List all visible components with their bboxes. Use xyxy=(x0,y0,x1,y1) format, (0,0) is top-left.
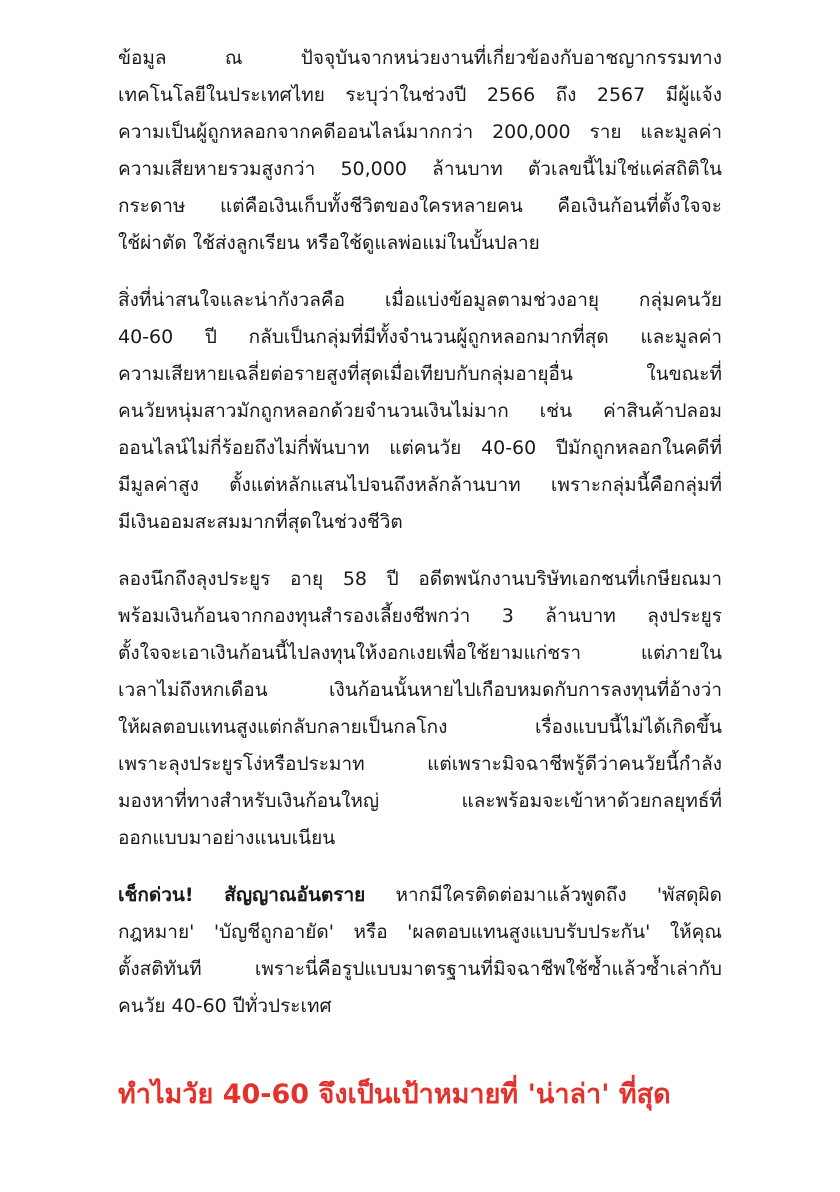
text-line xyxy=(118,877,722,914)
text-line: เพราะลุงประยูรโง่หรือประมาท แต่เพราะมิจฉาชีพรู้ดีว่าคนวัยนี้กำลัง xyxy=(118,753,722,775)
text-line: สิ่งที่น่าสนใจและน่ากังวลคือ เมื่อแบ่งข้อมูลตามช่วงอายุ กลุ่มคนวัย xyxy=(118,289,722,311)
text-line: ความเป็นผู้ถูกหลอกจากคดีออนไลน์มากกว่า 200,000 ราย และมูลค่า xyxy=(118,121,722,143)
text-line: เวลาไม่ถึงหกเดือน เงินก้อนนั้นหายไปเกือบหมดกับการลงทุนที่อ้างว่า xyxy=(118,679,722,701)
warning-label: เช็กด่วน! สัญญาณอันตราย xyxy=(118,884,366,906)
text-line: เทคโนโลยีในประเทศไทย ระบุว่าในช่วงปี 2566 ถึง 2567 มีผู้แจ้ง xyxy=(118,84,722,106)
text-line: ตั้งใจจะเอาเงินก้อนนี้ไปลงทุนให้งอกเงยเพื่อใช้ยามแก่ชรา แต่ภายใน xyxy=(118,642,722,664)
document-page xyxy=(118,40,722,1110)
text-line: คนวัยหนุ่มสาวมักถูกหลอกด้วยจำนวนเงินไม่มาก เช่น ค่าสินค้าปลอม xyxy=(118,400,722,422)
text-line: มีมูลค่าสูง ตั้งแต่หลักแสนไปจนถึงหลักล้านบาท เพราะกลุ่มนี้คือกลุ่มที่ xyxy=(118,474,722,496)
paragraph-uncle-story xyxy=(118,561,722,857)
text-line: ข้อมูล ณ ปัจจุบันจากหน่วยงานที่เกี่ยวข้องกับอาชญากรรมทาง xyxy=(118,47,722,69)
text-line: คนวัย 40-60 ปีทั่วประเทศ xyxy=(118,995,332,1017)
text-line: ความเสียหายเฉลี่ยต่อรายสูงที่สุดเมื่อเทียบกับกลุ่มอายุอื่น ในขณะที่ xyxy=(118,363,722,385)
text-line: 40-60 ปี กลับเป็นกลุ่มที่มีทั้งจำนวนผู้ถูกหลอกมากที่สุด และมูลค่า xyxy=(118,326,722,348)
text-line: ให้ผลตอบแทนสูงแต่กลับกลายเป็นกลโกง เรื่องแบบนี้ไม่ได้เกิดขึ้น xyxy=(118,716,722,738)
text-line: ความเสียหายรวมสูงกว่า 50,000 ล้านบาท ตัวเลขนี้ไม่ใช่แค่สถิติใน xyxy=(118,158,722,180)
paragraph-statistics xyxy=(118,40,722,262)
text-line: ใช้ผ่าตัด ใช้ส่งลูกเรียน หรือใช้ดูแลพ่อแม่ในบั้นปลาย xyxy=(118,232,540,254)
text-line: มีเงินออมสะสมมากที่สุดในช่วงชีวิต xyxy=(118,511,403,533)
paragraph-warning xyxy=(118,877,722,1025)
text-line: ออนไลน์ไม่กี่ร้อยถึงไม่กี่พันบาท แต่คนวัย 40-60 ปีมักถูกหลอกในคดีที่ xyxy=(118,437,722,459)
text-line: ออกแบบมาอย่างแนบเนียน xyxy=(118,827,336,849)
text-line: มองหาที่ทางสำหรับเงินก้อนใหญ่ และพร้อมจะเข้าหาด้วยกลยุทธ์ที่ xyxy=(118,790,722,812)
section-heading: ทำไมวัย 40-60 จึงเป็นเป้าหมายที่ 'น่าล่า' ที่สุด xyxy=(118,1079,671,1110)
text-line: ลองนึกถึงลุงประยูร อายุ 58 ปี อดีตพนักงานบริษัทเอกชนที่เกษียณมา xyxy=(118,568,722,590)
paragraph-age-groups xyxy=(118,282,722,541)
text-line: กฎหมาย' 'บัญชีถูกอายัด' หรือ 'ผลตอบแทนสูงแบบรับประกัน' ให้คุณ xyxy=(118,921,722,943)
warning-text: หากมีใครติดต่อมาแล้วพูดถึง 'พัสดุผิด xyxy=(365,884,722,906)
text-line: ตั้งสติทันที เพราะนี่คือรูปแบบมาตรฐานที่มิจฉาชีพใช้ซ้ำแล้วซ้ำเล่ากับ xyxy=(118,958,722,980)
text-line: กระดาษ แต่คือเงินเก็บทั้งชีวิตของใครหลายคน คือเงินก้อนที่ตั้งใจจะ xyxy=(118,195,722,217)
text-line: พร้อมเงินก้อนจากกองทุนสำรองเลี้ยงชีพกว่า 3 ล้านบาท ลุงประยูร xyxy=(118,605,722,627)
